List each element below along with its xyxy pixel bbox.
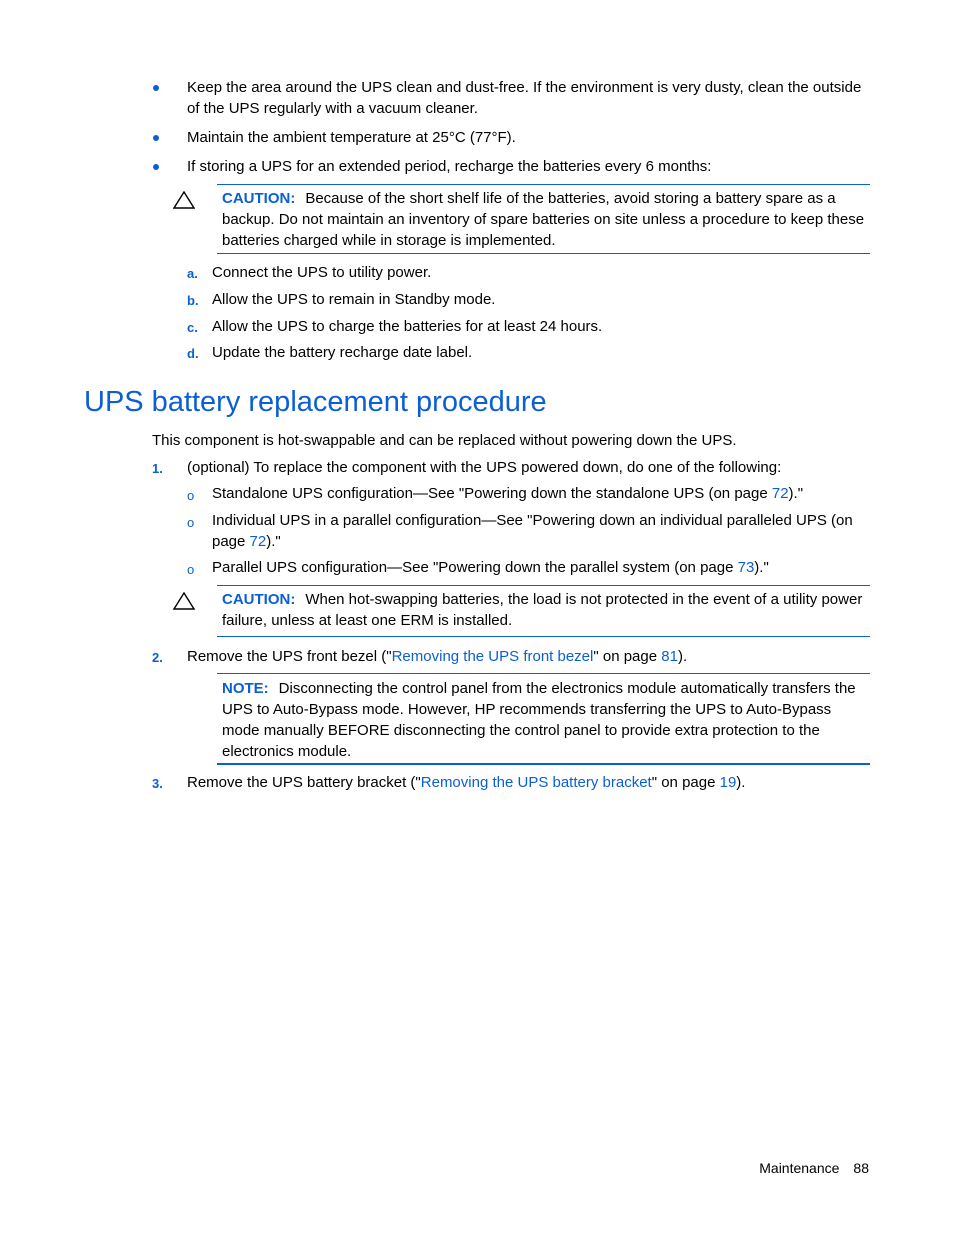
caution-icon: [173, 592, 195, 610]
substep-text: Update the battery recharge date label.: [212, 344, 473, 361]
step-text-part: ).: [736, 774, 746, 791]
step-number: 2.: [152, 650, 163, 665]
step-text: [187, 646, 687, 667]
substep-marker: c.: [187, 320, 198, 335]
step-text: [187, 772, 745, 793]
option-text-part: ).": [754, 559, 769, 576]
caution-icon: [173, 191, 195, 209]
option-text-part: Standalone UPS configuration—See "Powering down the standalone UPS (on page: [212, 485, 772, 502]
footer: [759, 1158, 869, 1179]
substep-text: Connect the UPS to utility power.: [212, 264, 432, 281]
bullet-text: If storing a UPS for an extended period, recharge the batteries every 6 months:: [187, 158, 712, 175]
page-link[interactable]: 19: [719, 774, 737, 791]
option-text: [212, 557, 874, 578]
footer-page-number: 88: [853, 1160, 869, 1176]
option-text-part: ).": [266, 533, 281, 550]
caution-body: Because of the short shelf life of the batteries, avoid storing a battery spare as a backup. Do not maintain an inventory of spare batteries on site unless a procedure to keep these batteries charged while in storage is implemented.: [222, 190, 865, 249]
substep-text: Allow the UPS to charge the batteries for at least 24 hours.: [212, 318, 603, 335]
step-number: 3.: [152, 776, 163, 791]
page-link[interactable]: 81: [661, 648, 678, 665]
caution-text: [217, 586, 870, 631]
caution-box: [217, 184, 870, 254]
footer-section: Maintenance: [759, 1160, 840, 1176]
bullet-dot: [153, 164, 159, 170]
option-text: [212, 510, 874, 552]
note-body: Disconnecting the control panel from the electronics module automatically transfers the UPS to Auto-Bypass mode. However, HP recommends transferring the UPS to Auto-Bypass mode manually BEFORE disconnecting the control panel to provide extra protection to the electronics module.: [222, 680, 856, 760]
option-marker: o: [187, 515, 195, 530]
bullet-text: Maintain the ambient temperature at 25°C (77°F).: [187, 129, 516, 146]
step-text-part: ).: [677, 648, 688, 665]
intro-text: This component is hot-swappable and can be replaced without powering down the UPS.: [152, 432, 737, 449]
bullet-text: Keep the area around the UPS clean and dust-free. If the environment is very dusty, clean the outside of the UPS regularly with a vacuum cleaner.: [187, 79, 862, 117]
page-link[interactable]: 72: [771, 485, 789, 502]
option-marker: o: [187, 562, 195, 577]
bullet-dot: [153, 85, 159, 91]
section-title: UPS battery replacement procedure: [84, 386, 547, 418]
caution-text: [217, 185, 870, 251]
caution-label: CAUTION:: [222, 190, 296, 207]
caution-body: When hot-swapping batteries, the load is not protected in the event of a utility power failure, unless at least one ERM is installed.: [222, 591, 863, 629]
substep-marker: d.: [187, 346, 199, 361]
substep-marker: b.: [187, 293, 199, 308]
removing-front-bezel-link[interactable]: Removing the UPS front bezel: [391, 648, 594, 665]
caution-label: CAUTION:: [222, 591, 296, 608]
substep-marker: a.: [187, 266, 198, 281]
step-number: 1.: [152, 461, 163, 476]
page-link[interactable]: 73: [737, 559, 755, 576]
step-text: (optional) To replace the component with the UPS powered down, do one of the following:: [187, 459, 782, 476]
step-text-part: Remove the UPS front bezel (": [187, 648, 392, 665]
caution-box: [217, 585, 870, 637]
bullet-dot: [153, 135, 159, 141]
note-text: [217, 674, 870, 762]
removing-battery-bracket-link[interactable]: Removing the UPS battery bracket: [420, 774, 652, 791]
step-text-part: " on page: [593, 648, 662, 665]
note-label: NOTE:: [222, 680, 269, 697]
note-box: [217, 673, 870, 765]
step-text-part: " on page: [651, 774, 720, 791]
page-link[interactable]: 72: [249, 533, 267, 550]
option-text-part: Individual UPS in a parallel configuration—See "Powering down an individual paralleled UPS (on page: [212, 512, 853, 550]
option-text-part: ).": [788, 485, 804, 502]
option-marker: o: [187, 488, 195, 503]
option-text: [212, 483, 872, 504]
step-text-part: Remove the UPS battery bracket (": [187, 774, 421, 791]
substep-text: Allow the UPS to remain in Standby mode.: [212, 291, 496, 308]
option-text-part: Parallel UPS configuration—See "Powering down the parallel system (on page: [212, 559, 738, 576]
